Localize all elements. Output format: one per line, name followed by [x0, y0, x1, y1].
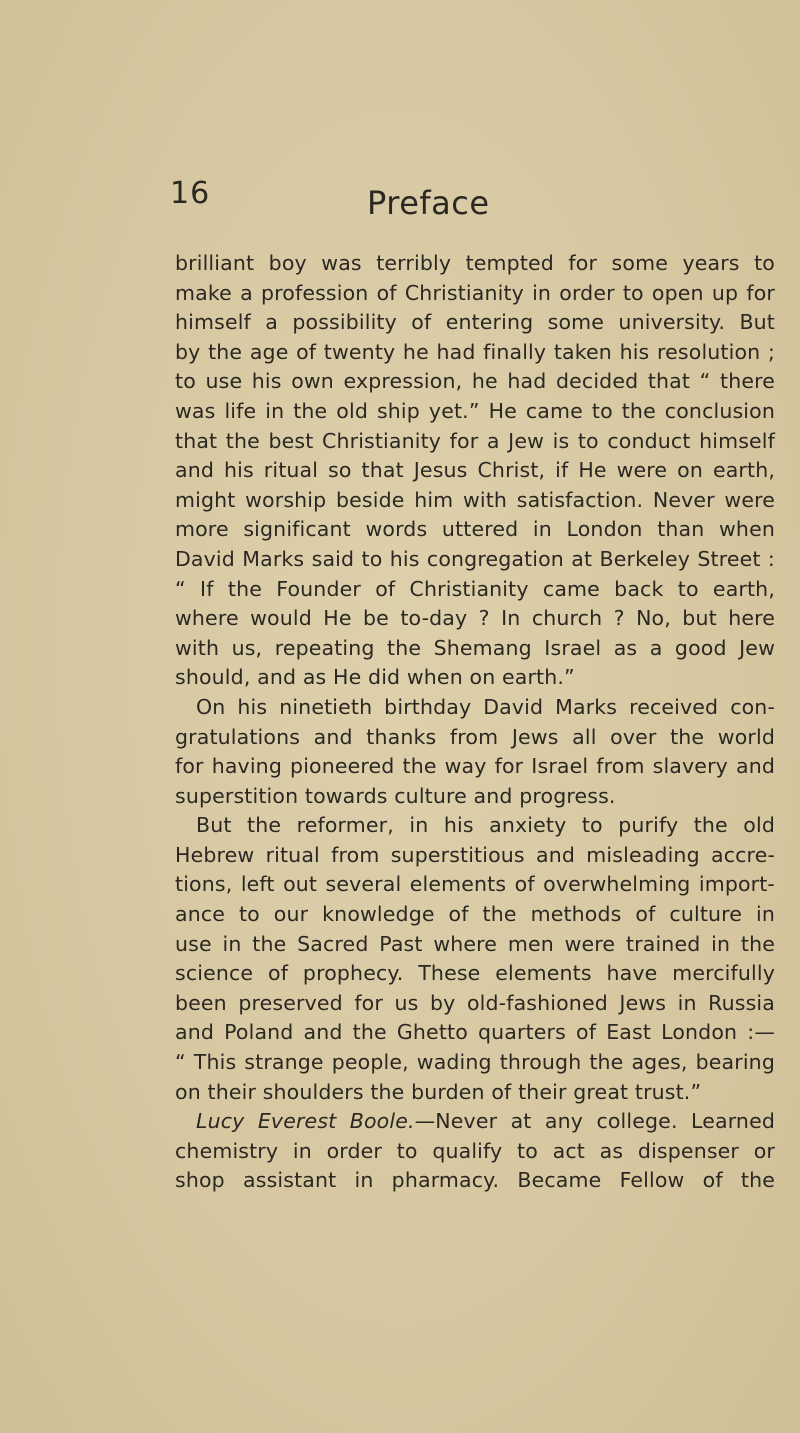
- text-line: “ If the Founder of Christianity came back to earth,: [175, 576, 775, 601]
- text-line: Hebrew ritual from superstitious and misleading accre-: [175, 842, 775, 867]
- text-line: for having pioneered the way for Israel from slavery and: [175, 754, 775, 779]
- text-line: by the age of twenty he had finally taken his resolution ;: [175, 339, 775, 364]
- text-line: gratulations and thanks from Jews all over the world: [175, 724, 775, 749]
- running-title: Preface: [367, 184, 490, 222]
- text-line: chemistry in order to qualify to act as dispenser or: [175, 1138, 775, 1163]
- text-line: But the reformer, in his anxiety to purify the old: [196, 813, 775, 838]
- text-line: should, and as He did when on earth.”: [175, 665, 575, 690]
- text-line: “ This strange people, wading through the ages, bearing: [175, 1050, 775, 1075]
- text-line: and his ritual so that Jesus Christ, if He were on earth,: [175, 458, 775, 483]
- text-line: ance to our knowledge of the methods of culture in: [175, 902, 775, 927]
- text-line: and Poland and the Ghetto quarters of East London :—: [175, 1020, 775, 1045]
- text-line: make a profession of Christianity in order to open up for: [175, 280, 775, 305]
- text-line: that the best Christianity for a Jew is to conduct himself: [175, 428, 775, 453]
- person-name: Lucy Everest Boole.: [196, 1109, 415, 1134]
- text-line: On his ninetieth birthday David Marks received con-: [196, 694, 775, 719]
- page-number: 16: [170, 176, 211, 211]
- text-line: shop assistant in pharmacy. Became Fellow of the: [175, 1168, 775, 1193]
- text-line: brilliant boy was terribly tempted for some years to: [175, 251, 775, 275]
- text-line: use in the Sacred Past where men were trained in the: [175, 931, 775, 956]
- text-line: himself a possibility of entering some university. But: [175, 310, 775, 335]
- text-line: on their shoulders the burden of their great trust.”: [175, 1079, 702, 1104]
- text-line: might worship beside him with satisfaction. Never were: [175, 487, 775, 512]
- text-line: tions, left out several elements of overwhelming import-: [175, 872, 775, 897]
- text-line: been preserved for us by old-fashioned Jews in Russia: [175, 990, 775, 1015]
- text-line-with-name: [175, 1107, 775, 1137]
- text-line: David Marks said to his congregation at Berkeley Street :: [175, 546, 775, 571]
- text-line-rest: —Never at any college. Learned: [414, 1109, 775, 1134]
- text-line: was life in the old ship yet.” He came to the conclusion: [175, 398, 775, 423]
- text-line: where would He be to-day ? In church ? No, but here: [175, 606, 775, 631]
- text-line: superstition towards culture and progress.: [175, 783, 616, 808]
- body-text: [175, 249, 775, 1196]
- text-line: with us, repeating the Shemang Israel as a good Jew: [175, 635, 775, 660]
- text-line: to use his own expression, he had decided that “ there: [175, 369, 775, 394]
- text-line: science of prophecy. These elements have mercifully: [175, 961, 775, 986]
- text-line: more significant words uttered in London than when: [175, 517, 775, 542]
